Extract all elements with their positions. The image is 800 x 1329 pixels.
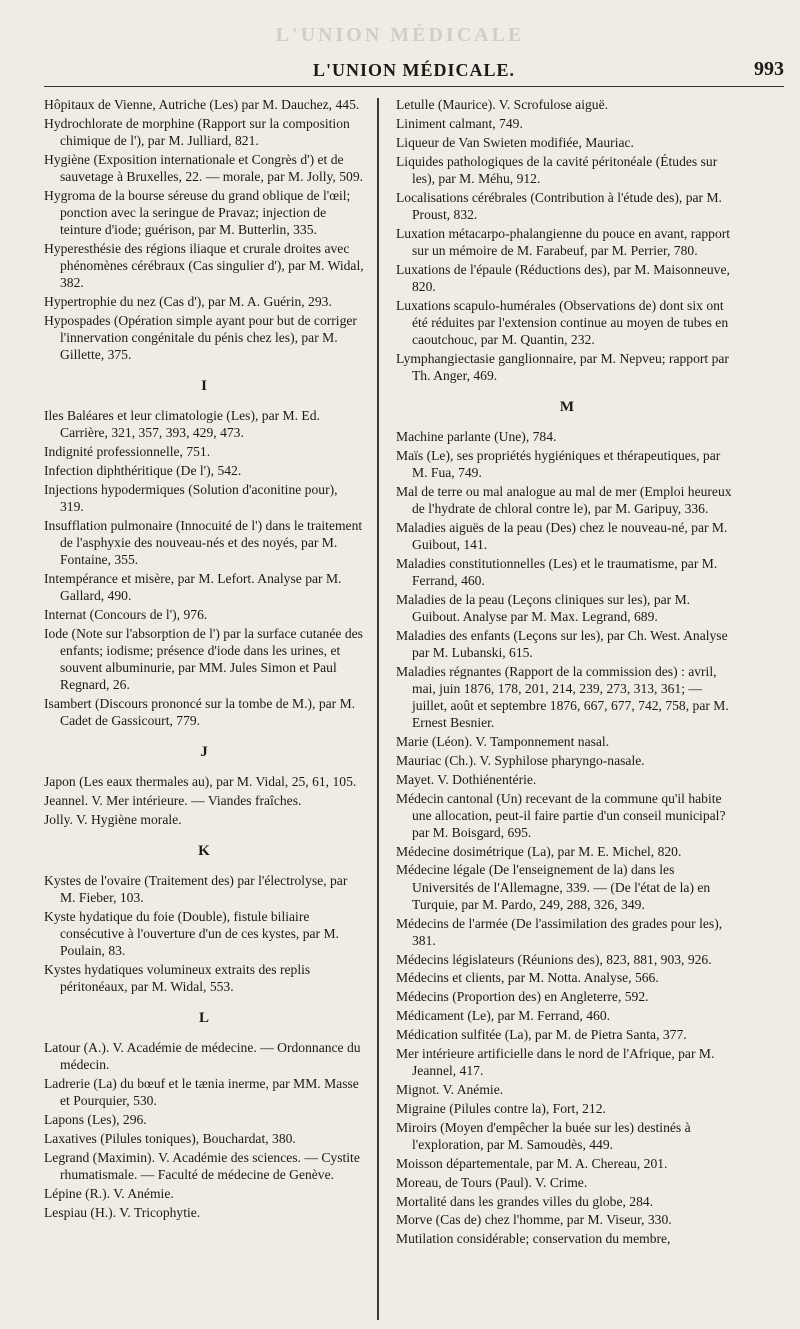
index-entry: Miroirs (Moyen d'empêcher la buée sur les) destinés à l'exploration, par M. Samoudès, 449. <box>396 1119 691 1152</box>
index-entry: Luxations de l'épaule (Réductions des), par M. Maisonneuve, 820. <box>396 261 730 294</box>
index-entry: Indignité professionnelle, 751. <box>44 444 211 460</box>
index-entry: Marie (Léon). V. Tamponnement nasal. <box>396 733 610 749</box>
index-entry: Infection diphthéritique (De l'), 542. <box>44 463 242 479</box>
index-entry: Latour (A.). V. Académie de médecine. — Ordonnance du médecin. <box>44 1040 361 1073</box>
index-entry: Iode (Note sur l'absorption de l') par la surface cutanée des enfants; iodisme; présence d'iode dans les urines, et souvent albuminurie, par MM. Jules Simon et Paul Regnard, 26. <box>44 625 363 693</box>
index-entry: Moreau, de Tours (Paul). V. Crime. <box>396 1174 588 1190</box>
index-entry: Mal de terre ou mal analogue au mal de mer (Emploi heureux de l'hydrate de chloral contre le), par M. Garipuy, 336. <box>396 483 732 516</box>
index-entry: Iles Baléares et leur climatologie (Les), par M. Ed. Carrière, 321, 357, 393, 429, 473. <box>44 408 320 441</box>
index-entry: Médication sulfitée (La), par M. de Pietra Santa, 377. <box>396 1027 687 1043</box>
index-entry: Hypospades (Opération simple ayant pour but de corriger l'innervation congénitale du pénis chez les), par M. Gillette, 375. <box>44 312 357 363</box>
section-letter: K <box>198 843 210 860</box>
index-entry: Machine parlante (Une), 784. <box>396 428 557 444</box>
index-entry: Médicament (Le), par M. Ferrand, 460. <box>396 1008 611 1024</box>
index-entry: Kystes hydatiques volumineux extraits des replis péritonéaux, par M. Widal, 553. <box>44 962 311 995</box>
index-entry: Injections hypodermiques (Solution d'aconitine pour), 319. <box>44 481 338 515</box>
index-entry: Ladrerie (La) du bœuf et le tænia inerme, par MM. Masse et Pourquier, 530. <box>44 1076 359 1109</box>
index-entry: Letulle (Maurice). V. Scrofulose aiguë. <box>396 97 609 112</box>
bleed-through-header: L'UNION MÉDICALE <box>275 24 525 46</box>
index-entry: Lapons (Les), 296. <box>44 1112 147 1128</box>
index-entry: Médecine dosimétrique (La), par M. E. Michel, 820. <box>396 843 682 859</box>
page-number: 993 <box>754 58 784 80</box>
journal-title: L'UNION MÉDICALE. <box>312 60 516 80</box>
index-entry: Maladies constitutionnelles (Les) et le traumatisme, par M. Ferrand, 460. <box>396 555 718 588</box>
index-entry: Kystes de l'ovaire (Traitement des) par l'électrolyse, par M. Fieber, 103. <box>44 873 348 906</box>
index-entry: Médecins (Proportion des) en Angleterre, 592. <box>396 989 649 1005</box>
column-rule <box>377 98 379 1320</box>
index-entry: Lymphangiectasie ganglionnaire, par M. Nepveu; rapport par Th. Anger, 469. <box>396 350 729 383</box>
index-entry: Liquides pathologiques de la cavité péritonéale (Études sur les), par M. Méhu, 912. <box>396 153 718 186</box>
index-entry: Jeannel. V. Mer intérieure. — Viandes fraîches. <box>44 793 302 809</box>
index-entry: Médecine légale (De l'enseignement de la) dans les Universités de l'Allemagne, 339. — (De l'état de la) en Turquie, par M. Pardo, 249, 288, 326, 349. <box>396 862 711 912</box>
section-letter: J <box>200 744 208 761</box>
index-entry: Jolly. V. Hygiène morale. <box>44 812 182 828</box>
index-entry: Hyperesthésie des régions iliaque et crurale droites avec phénomènes cérébraux (Cas singulier d'), par M. Widal, 382. <box>44 240 364 291</box>
index-entry: Maladies aiguës de la peau (Des) chez le nouveau-né, par M. Guibout, 141. <box>396 519 728 552</box>
index-entry: Maïs (Le), ses propriétés hygiéniques et thérapeutiques, par M. Fua, 749. <box>396 447 721 480</box>
index-entry: Japon (Les eaux thermales au), par M. Vidal, 25, 61, 105. <box>44 774 357 790</box>
index-entry: Médecins et clients, par M. Notta. Analyse, 566. <box>396 970 659 986</box>
index-entry: Intempérance et misère, par M. Lefort. Analyse par M. Gallard, 490. <box>44 571 342 604</box>
index-entry: Isambert (Discours prononcé sur la tombe de M.), par M. Cadet de Gassicourt, 779. <box>44 696 356 729</box>
index-entry: Hypertrophie du nez (Cas d'), par M. A. Guérin, 293. <box>44 294 332 310</box>
index-column-right <box>396 96 738 1319</box>
index-entry: Hydrochlorate de morphine (Rapport sur la composition chimique de l'), par M. Julliard, 821. <box>44 115 350 148</box>
index-entry: Lespiau (H.). V. Tricophytie. <box>44 1205 201 1220</box>
index-entry: Maladies régnantes (Rapport de la commission des) : avril, mai, juin 1876, 178, 201, 214, 239, 273, 313, 361; — juillet, août et septembre 1876, 667, 677, 742, 758, par M. Ernest Besnier. <box>396 663 729 730</box>
index-entry: Insufflation pulmonaire (Innocuité de l') dans le traitement de l'asphyxie des nouveau-nés et des noyés, par M. Fontaine, 355. <box>44 517 363 568</box>
index-entry: Médecin cantonal (Un) recevant de la commune qu'il habite une allocation, peut-il faire partie d'un conseil municipal? par M. Boisgard, 695. <box>396 790 726 840</box>
index-entry: Hygiène (Exposition internationale et Congrès d') et de sauvetage à Bruxelles, 22. — morale, par M. Jolly, 509. <box>44 151 364 184</box>
section-letter: L <box>198 1010 209 1027</box>
index-entry: Migraine (Pilules contre la), Fort, 212. <box>396 1100 606 1116</box>
index-entry: Maladies de la peau (Leçons cliniques sur les), par M. Guibout. Analyse par M. Max. Legrand, 689. <box>396 591 691 624</box>
index-entry: Médecins législateurs (Réunions des), 823, 881, 903, 926. <box>396 951 712 967</box>
index-entry: Localisations cérébrales (Contribution à l'étude des), par M. Proust, 832. <box>396 189 722 222</box>
index-entry: Liqueur de Van Swieten modifiée, Mauriac. <box>396 134 634 150</box>
index-entry: Kyste hydatique du foie (Double), fistule biliaire consécutive à l'ouverture d'un de ces kystes, par M. Poulain, 83. <box>44 909 339 959</box>
index-entry: Mayet. V. Dothiénentérie. <box>396 771 537 787</box>
index-entry: Mutilation considérable; conservation du membre, <box>396 1231 671 1247</box>
index-entry: Mortalité dans les grandes villes du globe, 284. <box>396 1193 654 1209</box>
index-entry: Hôpitaux de Vienne, Autriche (Les) par M. Dauchez, 445. <box>44 97 360 112</box>
index-entry: Médecins de l'armée (De l'assimilation des grades pour les), 381. <box>396 915 723 948</box>
index-entry: Hygroma de la bourse séreuse du grand oblique de l'œil; ponction avec la seringue de Pravaz; injection de teinture d'iode; guérison, par M. Butterlin, 335. <box>44 187 351 238</box>
index-entry: Maladies des enfants (Leçons sur les), par Ch. West. Analyse par M. Lubanski, 615. <box>396 627 728 660</box>
index-entry: Luxation métacarpo-phalangienne du pouce en avant, rapport sur un mémoire de M. Farabeuf, par M. Perrier, 780. <box>396 225 731 258</box>
index-entry: Internat (Concours de l'), 976. <box>44 607 208 622</box>
index-entry: Legrand (Maximin). V. Académie des sciences. — Cystite rhumatismale. — Faculté de médecine de Genève. <box>44 1150 360 1183</box>
section-letter: M <box>559 398 575 415</box>
running-header <box>44 56 784 87</box>
index-entry: Moisson départementale, par M. A. Chereau, 201. <box>396 1155 668 1171</box>
index-column-left <box>44 96 364 1319</box>
index-entry: Mauriac (Ch.). V. Syphilose pharyngo-nasale. <box>396 752 645 768</box>
section-letter: I <box>201 378 207 395</box>
index-entry: Mer intérieure artificielle dans le nord de l'Afrique, par M. Jeannel, 417. <box>396 1046 715 1079</box>
index-entry: Morve (Cas de) chez l'homme, par M. Viseur, 330. <box>396 1212 672 1228</box>
index-entry: Luxations scapulo-humérales (Observations de) dont six ont été réduites par l'extension continue au moyen de tubes en caoutchouc, par M. Quantin, 232. <box>396 297 729 347</box>
index-entry: Liniment calmant, 749. <box>396 115 523 131</box>
index-entry: Mignot. V. Anémie. <box>396 1081 504 1097</box>
index-entry: Lépine (R.). V. Anémie. <box>44 1186 174 1202</box>
index-entry: Laxatives (Pilules toniques), Bouchardat, 380. <box>44 1131 296 1147</box>
